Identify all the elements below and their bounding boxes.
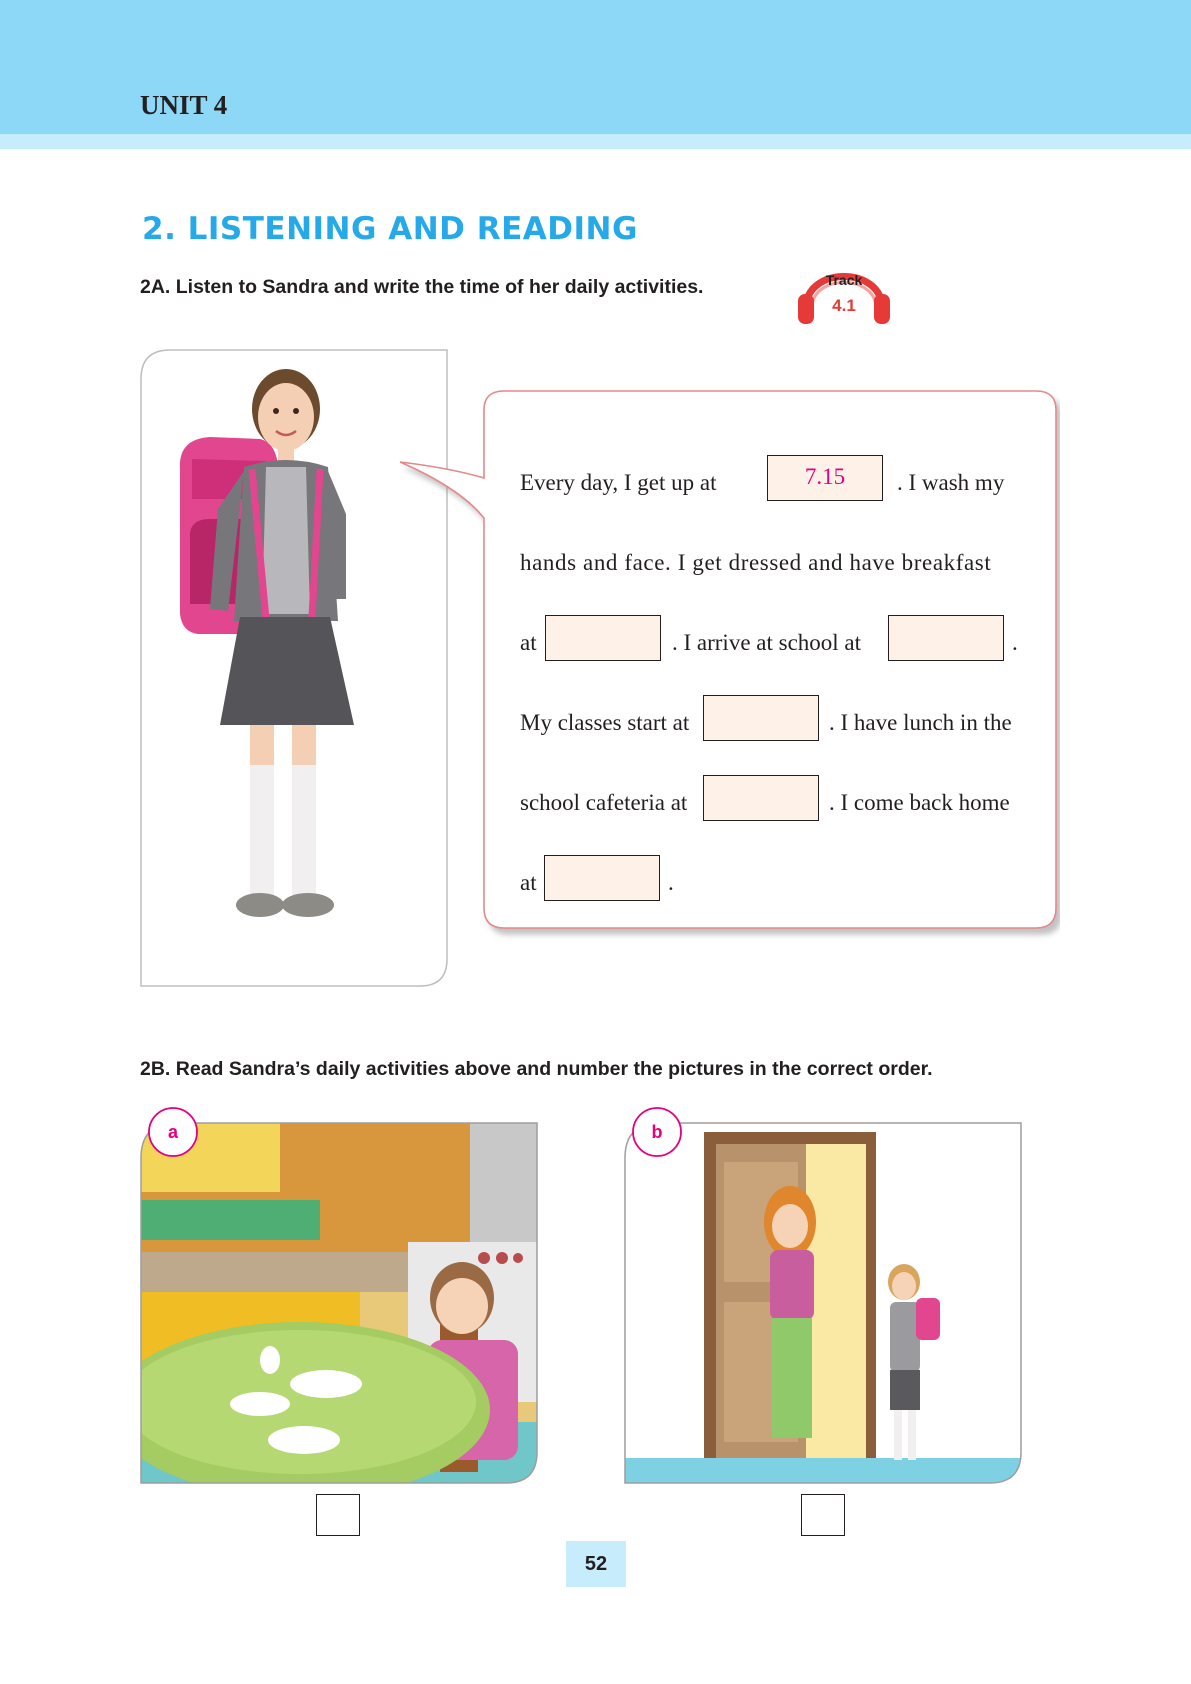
answer-box-breakfast[interactable] (545, 615, 661, 661)
answer-box-classes[interactable] (703, 695, 819, 741)
passage-text: at (520, 870, 537, 895)
passage-text: . I arrive at school at (672, 630, 862, 655)
passage-text: at (520, 630, 537, 655)
instruction-2a: 2A. Listen to Sandra and write the time of her daily activities. (140, 276, 704, 298)
passage-text: . I wash my (897, 470, 1005, 495)
track-label: Track (825, 272, 863, 288)
unit-title: UNIT 4 (140, 90, 228, 120)
instruction-2b: 2B. Read Sandra’s daily activities above and number the pictures in the correct order. (140, 1058, 933, 1080)
passage-text: . I come back home (829, 790, 1010, 815)
passage-text: . (1012, 630, 1018, 655)
audio-track-badge[interactable] (796, 252, 892, 328)
picture-b-letter: b (651, 1122, 663, 1142)
passage-text: . (668, 870, 674, 895)
picture-a-breakfast (140, 1122, 538, 1484)
passage-text: Every day, I get up at (520, 470, 717, 495)
track-number: 4.1 (832, 296, 856, 315)
picture-a-letter: a (167, 1122, 178, 1142)
page-number: 52 (566, 1541, 626, 1587)
order-box-a[interactable] (316, 1494, 360, 1536)
answer-box-get-up[interactable]: 7.15 (767, 455, 883, 501)
passage-text: My classes start at (520, 710, 690, 735)
picture-a-label (155, 1114, 191, 1150)
passage-text: school cafeteria at (520, 790, 688, 815)
passage-text: . I have lunch in the (829, 710, 1012, 735)
header-strip (0, 134, 1191, 149)
order-box-b[interactable] (801, 1494, 845, 1536)
headphones-icon (796, 252, 892, 328)
answer-box-lunch[interactable] (703, 775, 819, 821)
answer-box-home[interactable] (544, 855, 660, 901)
passage-line-2: hands and face. I get dressed and have breakfast (520, 550, 992, 575)
picture-b-come-home (624, 1122, 1022, 1484)
answer-box-arrive[interactable] (888, 615, 1004, 661)
picture-b-label (639, 1114, 675, 1150)
section-title: 2. LISTENING AND READING (142, 211, 638, 247)
